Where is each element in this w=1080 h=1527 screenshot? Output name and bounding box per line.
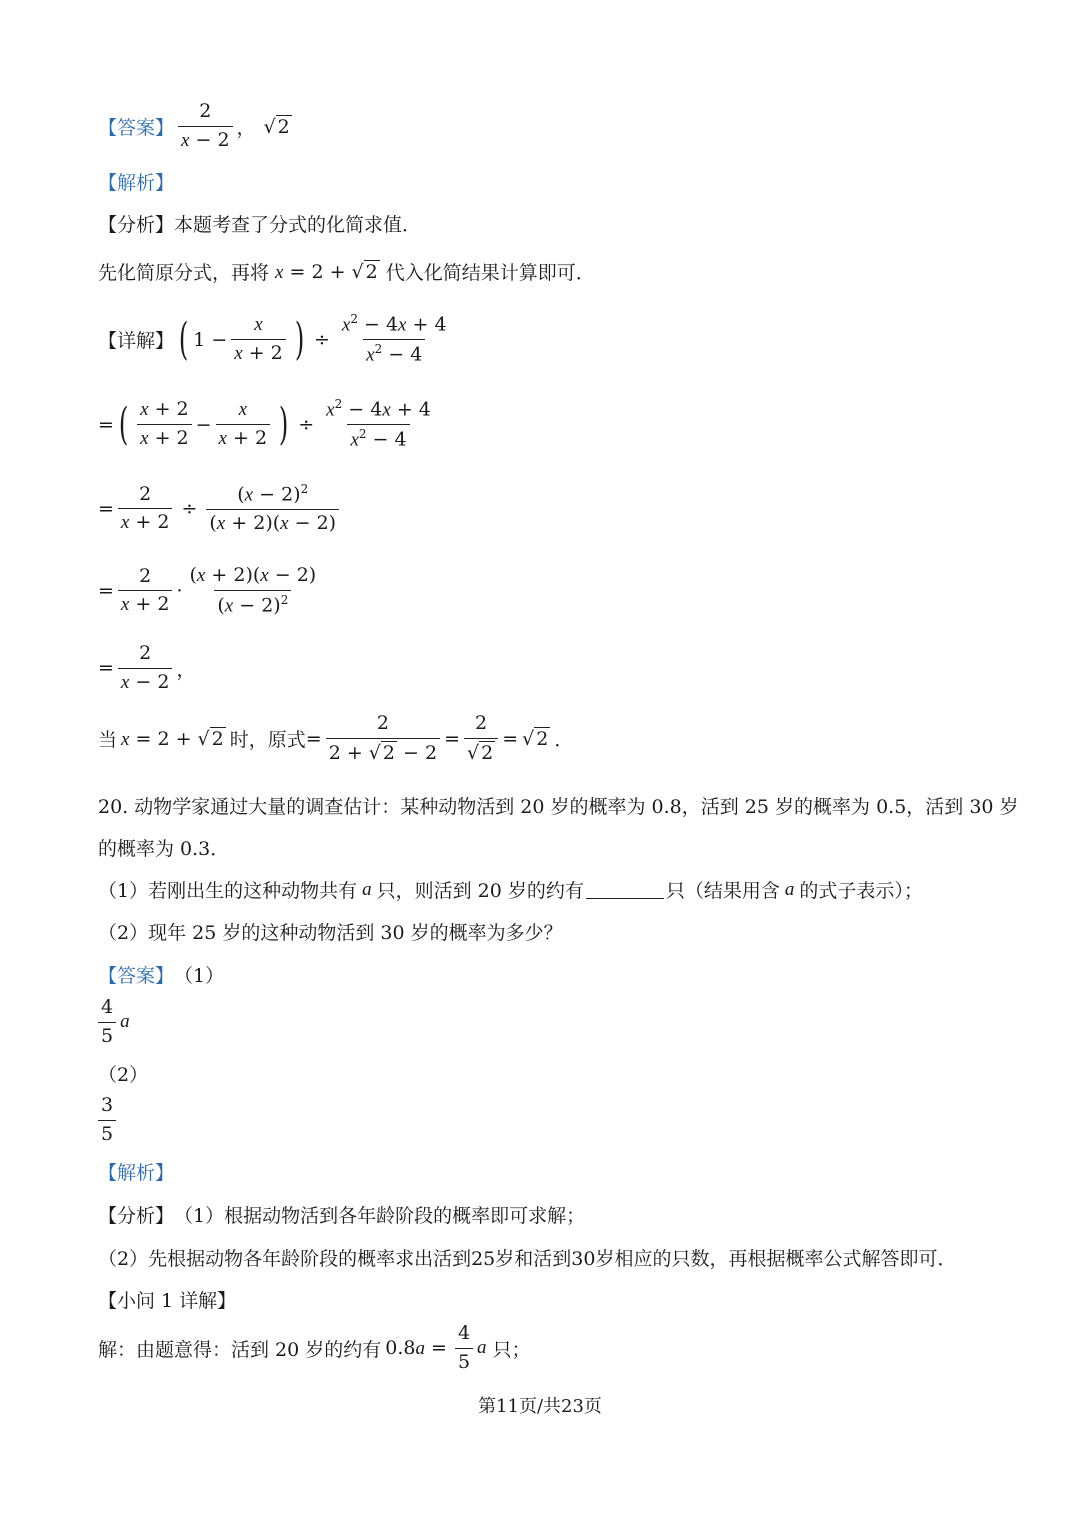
analysis-tag-q19: 【解析】	[98, 172, 175, 194]
answer-line-q19	[98, 100, 292, 153]
answer-fraction: $\frac{2}{x - 2}$	[178, 100, 233, 153]
answer-separator: ，	[236, 116, 256, 139]
detail-step-1: 【详解】 ( 1 − $\frac{x}{x + 2}$ ) ÷ $\frac{x^2 - 4x + 4}{x^2 - 4}$	[98, 312, 447, 366]
q20-solution: 解：由题意得：活到 20 岁的约有 0.8a = $\frac{4}{5}$ a 只；	[98, 1322, 531, 1373]
q20-answer-2: $\frac{3}{5}$	[98, 1094, 120, 1147]
substitution-line: 当 x = 2 + √ 2 时，原式 = 2 2 + √ 2 − 2 = 2 √ 2 = √ 2 ．	[98, 712, 574, 764]
q20-analysis-2: （2）先根据动物各年龄阶段的概率求出活到25岁和活到30岁相应的只数，再根据概率公式解答即可．	[98, 1248, 957, 1270]
detail-step-5: = $\frac{2}{x - 2}$ ，	[98, 642, 196, 693]
q20-sub1: （1）若刚出生的这种动物共有 a 只，则活到 20 岁的约有 只（结果用含 a 的式子表示）；	[98, 878, 923, 902]
q20-analysis-tag: 【解析】	[98, 1162, 175, 1184]
q20-answer-line: 【答案】 （1）	[98, 965, 225, 987]
page-footer: 第11页/共23页	[478, 1396, 602, 1417]
detail-step-3: = $\frac{2}{x + 2}$ ÷ $\frac{(x - 2)^2}{(x + 2)(x - 2)}$	[98, 482, 343, 536]
detail-step-2: = ( $\frac{x + 2}{x + 2}$ − $\frac{x}{x + 2}$ ) ÷ $\frac{x^2 - 4x + 4}{x^2 - 4}$	[98, 397, 431, 451]
q20-answer-2-label: （2）	[98, 1064, 149, 1086]
answer-sqrt: √ 2	[263, 115, 290, 138]
answer-blank	[586, 880, 664, 899]
analysis-line-q19: 【分析】 本题考查了分式的化简求值．	[98, 214, 422, 236]
q20-stem-line-1: 20. 动物学家通过大量的调查估计：某种动物活到 20 岁的概率为 0.8，活到 25 岁的概率为 0.5，活到 30 岁	[98, 796, 1019, 818]
q20-detail-1-tag: 【小问 1 详解】	[98, 1290, 237, 1312]
x-value-expr: x = 2 + √ 2	[275, 260, 378, 283]
answer-tag: 【答案】	[98, 116, 175, 139]
q20-analysis-1: 【分析】 （1）根据动物活到各年龄阶段的概率即可求解；	[98, 1205, 586, 1227]
method-line-q19: 先化简原分式，再将 x = 2 + √ 2 代入化简结果计算即可．	[98, 260, 595, 284]
q20-sub2: （2）现年 25 岁的这种动物活到 30 岁的概率为多少？	[98, 922, 563, 944]
detail-step-4: = $\frac{2}{x + 2}$ · $\frac{(x + 2)(x - 2)}{(x - 2)^2}$	[98, 564, 317, 617]
q20-stem-line-2: 的概率为 0.3．	[98, 838, 230, 860]
q20-answer-1: $\frac{4}{5}$ a	[98, 996, 130, 1049]
